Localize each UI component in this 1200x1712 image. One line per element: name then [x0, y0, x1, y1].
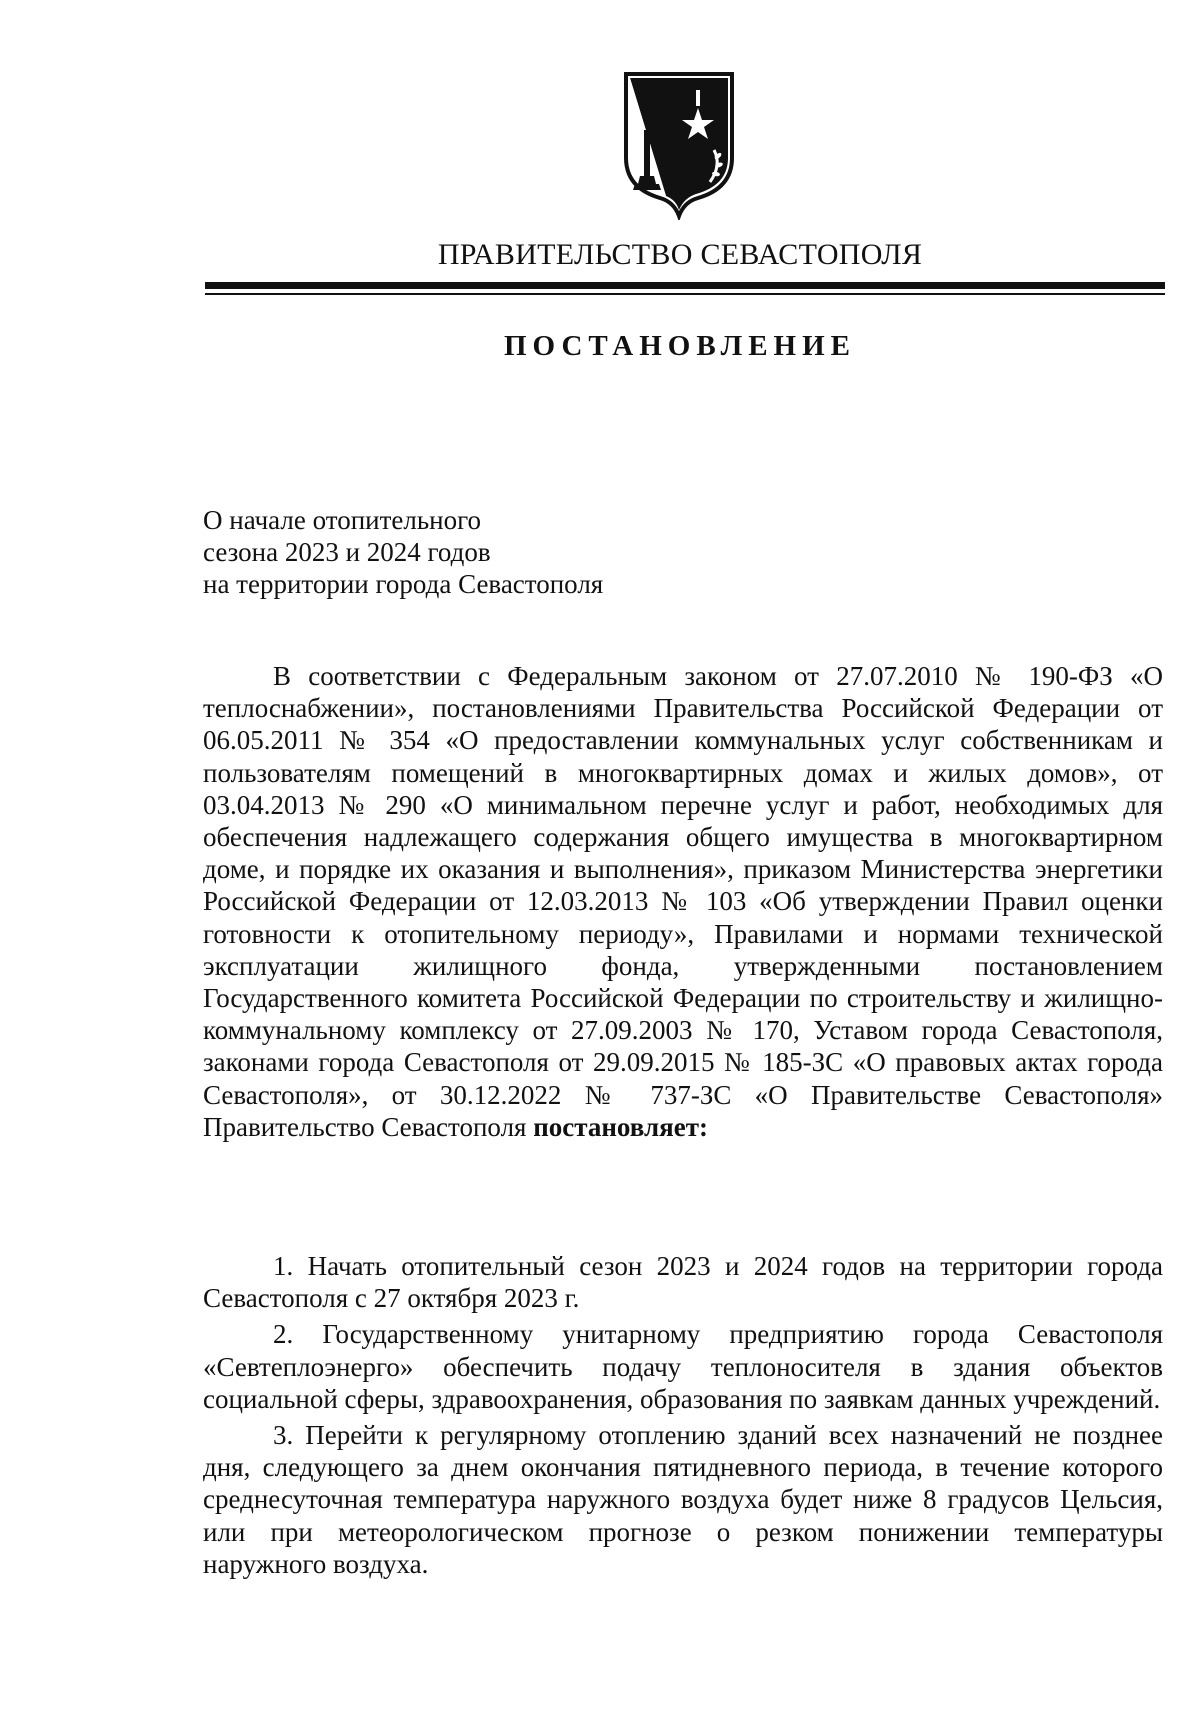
subject-line: на территории города Севастополя: [203, 569, 604, 599]
decree-word: постановляет:: [533, 1111, 708, 1142]
decree-items: [203, 1250, 1163, 1584]
subject-line: О начале отопительного: [203, 505, 482, 535]
document-subject: [203, 504, 603, 600]
coat-of-arms-icon: [618, 70, 740, 220]
decree-item-3: 3. Перейти к регулярному отоплению зданий всех назначений не позднее дня, следующего за днем окончания пятидневного периода, в течение которого среднесуточная температура наружного воздуха будет ниже 8 градусов Цельсия, или при метеорологическом прогнозе о резком понижении температуры наружного воздуха.: [203, 1420, 1163, 1579]
preamble-paragraph: [203, 660, 1163, 1143]
decree-item-2: 2. Государственному унитарному предприятию города Севастополя «Севтеплоэнерго» обеспечить подачу теплоносителя в здания объектов социальной сферы, здравоохранения, образования по заявкам данных учреждений.: [203, 1319, 1163, 1414]
government-name: ПРАВИТЕЛЬСТВО СЕВАСТОПОЛЯ: [437, 238, 923, 271]
document-type-title: ПОСТАНОВЛЕНИЕ: [503, 330, 856, 362]
preamble-text: В соответствии с Федеральным законом от 27.07.2010 № 190-ФЗ «О теплоснабжении», постановлениями Правительства Российской Федерации от 06.05.2011 № 354 «О предоставлении коммунальных услуг собственникам и пользователям помещений в многоквартирных домах и жилых домов», от 03.04.2013 № 290 «О минимальном перечне услуг и работ, необходимых для обеспечения надлежащего содержания общего имущества в многоквартирном доме, и порядке их оказания и выполнения», приказом Министерства энергетики Российской Федерации от 12.03.2013 № 103 «Об утверждении Правил оценки готовности к отопительному периоду», Правилами и нормами технической эксплуатации жилищного фонда, утвержденными постановлением Государственного комитета Российской Федерации по строительству и жилищно-коммунальному комплексу от 27.09.2003 № 170, Уставом города Севастополя, законами города Севастополя от 29.09.2015 № 185-ЗС «О правовых актах города Севастополя», от 30.12.2022 № 737-ЗС «О Правительстве Севастополя» Правительство Севастополя: [203, 661, 1163, 1142]
subject-line: сезона 2023 и 2024 годов: [203, 537, 491, 567]
decree-item-1: 1. Начать отопительный сезон 2023 и 2024 годов на территории города Севастополя с 27 октября 2023 г.: [203, 1251, 1163, 1314]
header-rule-thin: [205, 293, 1165, 295]
header-rule-thick: [205, 282, 1165, 289]
